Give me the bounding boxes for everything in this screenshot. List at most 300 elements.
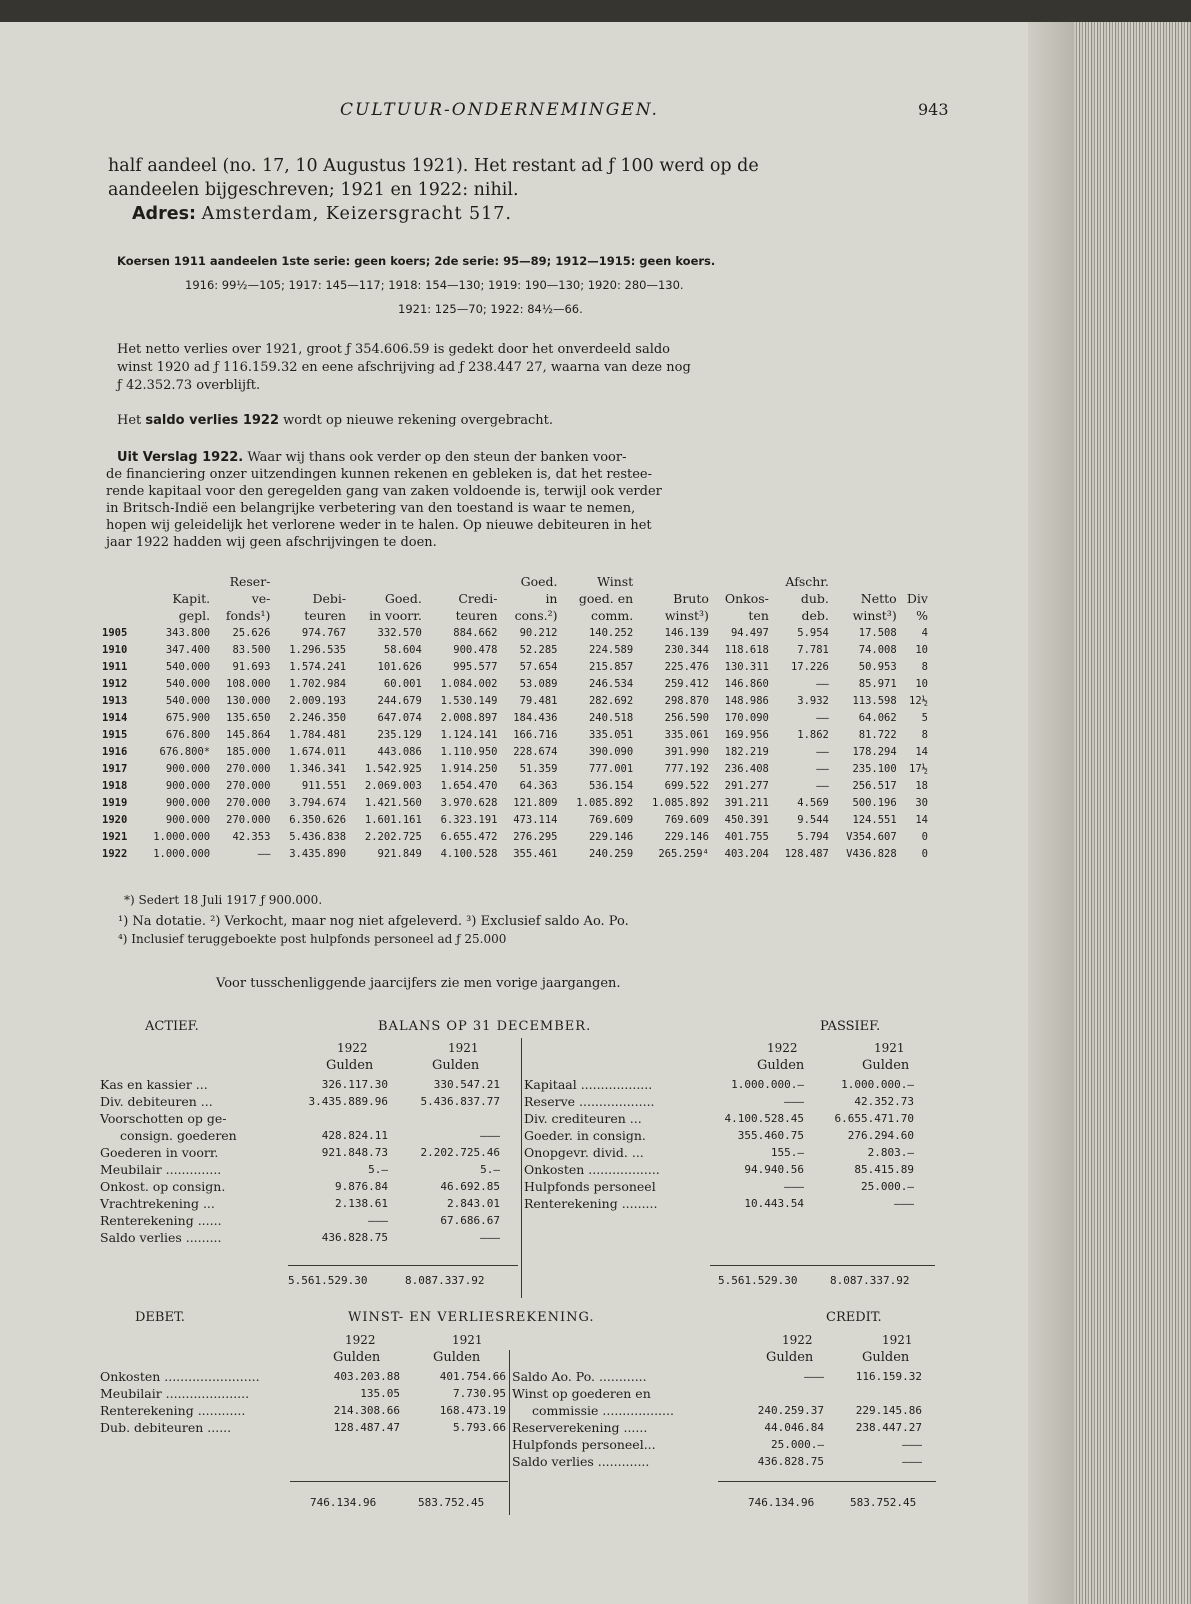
table-cell: 4 [921, 626, 928, 639]
table-cell: 343.800 [165, 626, 211, 639]
balans-currency-left-1: Gulden [326, 1058, 374, 1073]
credit-label: Saldo Ao. Po. ............ [512, 1369, 647, 1384]
table-cell: 124.551 [852, 813, 897, 826]
table-cell: 1.914.250 [440, 762, 498, 775]
passief-amount: 2.803.— [867, 1146, 914, 1159]
table-cell: 443.086 [377, 745, 422, 758]
actief-amount: 2.202.725.46 [420, 1146, 500, 1159]
table-cell: 335.061 [664, 728, 709, 741]
table-cell: 7.781 [797, 643, 829, 656]
verslag-line-5: hopen wij geleidelijk het verlorene weder in te halen. Op nieuwe debiteuren in het [106, 518, 652, 533]
page-gutter [1028, 22, 1074, 1604]
verslag-line-1 [117, 450, 626, 465]
table-cell: 2.202.725 [364, 830, 422, 843]
table-cell: 282.692 [588, 694, 634, 707]
koersen-line-1: Koersen 1911 aandeelen 1ste serie: geen koers; 2de serie: 95—89; 1912—1915: geen koers. [117, 254, 716, 268]
table-cell: 921.849 [377, 847, 422, 860]
table-row [100, 777, 930, 794]
table-row-year: 1922 [102, 847, 128, 860]
table-cell: 1.085.892 [576, 796, 634, 809]
table-header-cell: Netto [860, 591, 897, 606]
table-cell: 900.000 [165, 762, 211, 775]
passief-amount: 4.100.528.45 [724, 1112, 804, 1125]
balans-currency-right-1: Gulden [757, 1058, 805, 1073]
actief-amount: 436.828.75 [321, 1231, 388, 1244]
table-cell: 5 [921, 711, 928, 724]
table-cell: 101.626 [377, 660, 422, 673]
address-label: Adres: [132, 204, 196, 224]
table-cell: 403.204 [724, 847, 769, 860]
table-cell: 236.408 [724, 762, 769, 775]
table-cell: 178.294 [852, 745, 897, 758]
intro-line-2: aandeelen bijgeschreven; 1921 en 1922: nihil. [108, 180, 519, 200]
credit-amount: 25.000.— [771, 1438, 824, 1451]
table-cell: 130.311 [724, 660, 769, 673]
winst-credit-title: CREDIT. [826, 1310, 882, 1325]
table-header-cell: Bruto [673, 591, 709, 606]
table-cell: 2.008.897 [440, 711, 498, 724]
passief-amount: 276.294.60 [847, 1129, 914, 1142]
table-row [100, 692, 930, 709]
table-header-cell: % [916, 608, 928, 623]
table-cell: 185.000 [226, 745, 271, 758]
winst-currency-right-1: Gulden [766, 1350, 814, 1365]
winst-debet-total-1922: 746.134.96 [310, 1496, 377, 1509]
table-cell: 30 [915, 796, 928, 809]
address-line [132, 204, 512, 224]
table-header-cell: Div [906, 591, 928, 606]
actief-amount: 46.692.85 [440, 1180, 500, 1193]
table-cell: 50.953 [858, 660, 897, 673]
actief-amount: 67.686.67 [440, 1214, 500, 1227]
actief-amount: ——— [480, 1231, 500, 1244]
table-cell: 170.090 [724, 711, 769, 724]
table-row [100, 675, 930, 692]
winst-year-1921-right: 1921 [882, 1333, 913, 1347]
table-cell: 215.857 [588, 660, 634, 673]
passief-label: Div. crediteuren ... [524, 1111, 642, 1126]
saldo-post: wordt op nieuwe rekening overgebracht. [279, 413, 554, 428]
table-header-cell: goed. en [578, 591, 634, 606]
balans-year-1921-right: 1921 [874, 1041, 905, 1055]
table-cell: 298.870 [664, 694, 709, 707]
actief-amount [288, 1111, 388, 1126]
table-cell: 5.436.838 [289, 830, 347, 843]
debet-amount: 135.05 [360, 1387, 400, 1400]
table-cell: 675.900 [165, 711, 211, 724]
credit-label: commissie .................. [532, 1403, 674, 1418]
debet-amount: 7.730.95 [453, 1387, 506, 1400]
table-row [100, 726, 930, 743]
table-cell: 1.296.535 [289, 643, 347, 656]
table-cell: 270.000 [226, 813, 271, 826]
balans-title: BALANS OP 31 DECEMBER. [378, 1019, 592, 1034]
credit-amount: 229.145.86 [855, 1404, 922, 1417]
passief-amount: 85.415.89 [854, 1163, 914, 1176]
table-header-cell [100, 590, 136, 607]
passief-amount: 1.000.000.— [731, 1078, 804, 1091]
table-cell: 130.000 [226, 694, 271, 707]
winst-credit-total-1921: 583.752.45 [850, 1496, 917, 1509]
table-cell: 1.124.141 [440, 728, 498, 741]
table-cell: 240.259 [588, 847, 634, 860]
table-header-cell: fonds¹) [225, 608, 271, 623]
table-cell: 8 [921, 660, 928, 673]
table-header-cell: Winst [597, 574, 634, 589]
verslag-line-4: in Britsch-Indië een belangrijke verbetering van den toestand is waar te nemen, [106, 501, 636, 516]
table-cell: 1.000.000 [153, 830, 211, 843]
table-header-cell: Credi- [458, 591, 498, 606]
table-cell: 184.436 [513, 711, 558, 724]
table-header-cell: Debi- [312, 591, 347, 606]
actief-amount: 428.824.11 [321, 1129, 388, 1142]
passief-label: Hulpfonds personeel [524, 1179, 656, 1194]
table-cell: 1.000.000 [153, 847, 211, 860]
table-cell: 1.862 [797, 728, 829, 741]
table-cell: 90.212 [519, 626, 558, 639]
table-row-year: 1911 [102, 660, 128, 673]
balans-actief-total-1921: 8.087.337.92 [405, 1274, 485, 1287]
credit-amount: 238.447.27 [855, 1421, 922, 1434]
table-row-year: 1915 [102, 728, 128, 741]
table-header-cell [272, 573, 348, 590]
credit-amount: 44.046.84 [764, 1421, 824, 1434]
table-row [100, 709, 930, 726]
passief-label: Reserve ................... [524, 1094, 655, 1109]
table-cell: 676.800* [159, 745, 211, 758]
debet-label: Meubilair ..................... [100, 1386, 250, 1401]
credit-label: Reserverekening ...... [512, 1420, 648, 1435]
table-cell: 140.252 [588, 626, 634, 639]
table-cell: 1.654.470 [440, 779, 498, 792]
table-cell: 81.722 [858, 728, 897, 741]
table-cell: 12½ [909, 694, 928, 707]
debet-label: Onkosten ........................ [100, 1369, 260, 1384]
table-cell: 235.100 [852, 762, 897, 775]
passief-amount: ——— [894, 1197, 914, 1210]
table-cell: 995.577 [453, 660, 498, 673]
table-cell: 1.346.341 [289, 762, 347, 775]
table-row-year: 1918 [102, 779, 128, 792]
table-cell: 3.932 [797, 694, 829, 707]
table-cell: 1.542.925 [364, 762, 422, 775]
table-cell: 3.794.674 [289, 796, 347, 809]
table-header-cell: ten [748, 608, 769, 623]
table-header-cell: winst³) [852, 608, 897, 623]
debet-amount: 403.203.88 [333, 1370, 400, 1383]
winst-debet-total-rule [290, 1481, 508, 1482]
table-cell: 18 [915, 779, 928, 792]
koersen-line-3: 1921: 125—70; 1922: 84½—66. [398, 302, 583, 316]
table-header-cell [100, 607, 136, 624]
table-cell: 5.794 [797, 830, 829, 843]
koersen-line-2: 1916: 99½—105; 1917: 145—117; 1918: 154—130; 1919: 190—130; 1920: 280—130. [185, 278, 684, 292]
table-cell: 473.114 [513, 813, 558, 826]
passief-amount: ——— [784, 1095, 804, 1108]
table-cell: 259.412 [664, 677, 709, 690]
actief-label: Vrachtrekening ... [100, 1196, 215, 1211]
winst-credit-total-rule [718, 1481, 936, 1482]
table-cell: —— [257, 847, 271, 860]
table-row [100, 743, 930, 760]
table-cell: 777.001 [588, 762, 634, 775]
table-cell: 51.359 [519, 762, 558, 775]
table-cell: 229.146 [588, 830, 634, 843]
table-cell: 2.246.350 [289, 711, 347, 724]
winst-currency-left-1: Gulden [333, 1350, 381, 1365]
actief-amount: 326.117.30 [321, 1078, 388, 1091]
table-header-cell: winst³) [664, 608, 709, 623]
winst-debet [100, 1369, 508, 1439]
table-cell: 169.956 [724, 728, 769, 741]
table-header-cell: Afschr. [785, 574, 829, 589]
winst-debet-total-1921: 583.752.45 [418, 1496, 485, 1509]
table-cell: 450.391 [724, 813, 769, 826]
table-cell: 1.421.560 [364, 796, 422, 809]
table-header-row [100, 590, 930, 607]
table-cell: 390.090 [588, 745, 634, 758]
table-cell: 244.679 [377, 694, 422, 707]
table-cell: 182.219 [724, 745, 769, 758]
table-row-year: 1919 [102, 796, 128, 809]
table-cell: 0 [921, 830, 928, 843]
winst-currency-left-2: Gulden [433, 1350, 481, 1365]
balans-year-1922-right: 1922 [767, 1041, 798, 1055]
table-header-cell: Onkos- [724, 591, 769, 606]
table-cell: 2.009.193 [289, 694, 347, 707]
table-cell: 224.589 [588, 643, 634, 656]
page-edges [1074, 22, 1191, 1604]
table-cell: 270.000 [226, 779, 271, 792]
table-row-year: 1921 [102, 830, 128, 843]
table-cell: 146.860 [724, 677, 769, 690]
table-row-year: 1920 [102, 813, 128, 826]
debet-label: Dub. debiteuren ...... [100, 1420, 232, 1435]
table-cell: 64.062 [858, 711, 897, 724]
table-cell: 225.476 [664, 660, 709, 673]
table-row [100, 811, 930, 828]
table-cell: 42.353 [232, 830, 271, 843]
table-cell: —— [816, 745, 829, 758]
table-cell: 58.604 [383, 643, 422, 656]
actief-amount: 9.876.84 [335, 1180, 388, 1193]
actief-amount [400, 1111, 500, 1126]
table-row-year: 1917 [102, 762, 128, 775]
table-cell: 291.277 [724, 779, 769, 792]
debet-label: Renterekening ............ [100, 1403, 246, 1418]
actief-label: Renterekening ...... [100, 1213, 222, 1228]
credit-amount [724, 1386, 824, 1401]
table-cell: 3.970.628 [440, 796, 498, 809]
passief-label: Goeder. in consign. [524, 1128, 646, 1143]
actief-label: consign. goederen [120, 1128, 237, 1143]
verslag-label: Uit Verslag 1922. [117, 450, 244, 465]
table-cell: 335.051 [588, 728, 634, 741]
table-cell: 974.767 [301, 626, 347, 639]
table-cell: 1.601.161 [364, 813, 422, 826]
table-cell: 166.716 [513, 728, 558, 741]
table-cell: 2.069.003 [364, 779, 422, 792]
table-cell: 391.990 [664, 745, 709, 758]
table-cell: 777.192 [664, 762, 709, 775]
table-cell: 0 [921, 847, 928, 860]
table-cell: 676.800 [165, 728, 211, 741]
table-row [100, 828, 930, 845]
table-cell: 9.544 [797, 813, 829, 826]
footnote-1: ¹) Na dotatie. ²) Verkocht, maar nog niet afgeleverd. ³) Exclusief saldo Ao. Po. [118, 914, 629, 929]
table-cell: 17½ [909, 762, 928, 775]
passief-label: Renterekening ......... [524, 1196, 658, 1211]
intro-line-1: half aandeel (no. 17, 10 Augustus 1921). Het restant ad ƒ 100 werd op de [108, 156, 759, 176]
debet-amount: 401.754.66 [439, 1370, 506, 1383]
table-cell: 240.518 [588, 711, 634, 724]
credit-label: Saldo verlies ............. [512, 1454, 650, 1469]
page-number: 943 [918, 100, 949, 119]
balans-passief-total-rule [710, 1265, 935, 1266]
table-cell: 14 [915, 813, 928, 826]
table-cell: 17.508 [858, 626, 897, 639]
table-cell: 900.000 [165, 813, 211, 826]
balans-year-1922-left: 1922 [337, 1041, 368, 1055]
table-cell: 53.089 [519, 677, 558, 690]
balans-currency-left-2: Gulden [432, 1058, 480, 1073]
table-cell: 647.074 [377, 711, 422, 724]
table-cell: 52.285 [519, 643, 558, 656]
passief-amount: 94.940.56 [744, 1163, 804, 1176]
table-cell: 146.139 [664, 626, 709, 639]
table-row-year: 1913 [102, 694, 128, 707]
table-cell: 536.154 [588, 779, 634, 792]
table-header-cell: in [545, 591, 558, 606]
balans-passief [524, 1077, 944, 1247]
table-header-cell: dub. [800, 591, 829, 606]
passief-amount: 25.000.— [861, 1180, 914, 1193]
table-header-cell [635, 573, 711, 590]
table-cell: 85.971 [858, 677, 897, 690]
passief-amount: 6.655.471.70 [834, 1112, 914, 1125]
table-header-cell: cons.²) [514, 608, 558, 623]
table-header-cell: Kapit. [172, 591, 211, 606]
balans-passief-total-1922: 5.561.529.30 [718, 1274, 798, 1287]
table-header-cell: gepl. [178, 608, 211, 623]
winst-year-1921-left: 1921 [452, 1333, 483, 1347]
table-row [100, 624, 930, 641]
table-row-year: 1916 [102, 745, 128, 758]
table-row-year: 1905 [102, 626, 128, 639]
saldo-line [117, 413, 553, 428]
saldo-pre: Het [117, 413, 146, 428]
table-cell: 1.784.481 [289, 728, 347, 741]
winst-year-1922-left: 1922 [345, 1333, 376, 1347]
table-cell: 94.497 [730, 626, 769, 639]
netto-line-1: Het netto verlies over 1921, groot ƒ 354.606.59 is gedekt door het onverdeeld saldo [117, 342, 671, 357]
table-cell: 540.000 [165, 660, 211, 673]
table-cell: 900.000 [165, 779, 211, 792]
debet-amount: 5.793.66 [453, 1421, 506, 1434]
table-cell: 3.435.890 [289, 847, 347, 860]
table-body [100, 624, 930, 862]
table-cell: 500.196 [852, 796, 897, 809]
balans-passief-title: PASSIEF. [820, 1019, 881, 1034]
actief-label: Div. debiteuren ... [100, 1094, 213, 1109]
table-row-year: 1914 [102, 711, 128, 724]
actief-amount: ——— [480, 1129, 500, 1142]
table-cell: 1.110.950 [440, 745, 498, 758]
table-header-cell: in voorr. [369, 608, 422, 623]
passief-label: Onkosten .................. [524, 1162, 660, 1177]
running-title: CULTUUR-ONDERNEMINGEN. [340, 100, 659, 120]
table-cell: 270.000 [226, 796, 271, 809]
credit-amount: 240.259.37 [757, 1404, 824, 1417]
balans-actief-total-1922: 5.561.529.30 [288, 1274, 368, 1287]
table-cell: 6.323.191 [440, 813, 498, 826]
balans-actief-title: ACTIEF. [145, 1019, 199, 1034]
table-row-year: 1912 [102, 677, 128, 690]
table-cell: 64.363 [519, 779, 558, 792]
table-header-row [100, 607, 930, 624]
table-cell: 79.481 [519, 694, 558, 707]
table-cell: 145.864 [226, 728, 271, 741]
table-cell: 121.809 [513, 796, 558, 809]
table-cell: 347.400 [165, 643, 211, 656]
table-cell: 91.693 [232, 660, 271, 673]
table-cell: 228.674 [513, 745, 558, 758]
table-cell: 229.146 [664, 830, 709, 843]
balans-divider [521, 1038, 522, 1298]
table-cell: 884.662 [453, 626, 498, 639]
passief-amount: 155.— [770, 1146, 804, 1159]
debet-amount: 214.308.66 [333, 1404, 400, 1417]
table-header-row [100, 573, 930, 590]
actief-amount: 3.435.889.96 [308, 1095, 388, 1108]
balans-actief [100, 1077, 520, 1247]
table-cell: 128.487 [784, 847, 829, 860]
table-header-cell: ve- [251, 591, 271, 606]
winst-credit-total-1922: 746.134.96 [748, 1496, 815, 1509]
table-cell: 135.650 [226, 711, 271, 724]
table-cell: 14 [915, 745, 928, 758]
credit-amount: ——— [902, 1455, 922, 1468]
table-cell: 230.344 [664, 643, 709, 656]
table-header-cell: Goed. [384, 591, 422, 606]
table-cell: 8 [921, 728, 928, 741]
table-cell: 391.211 [724, 796, 769, 809]
table-cell: 276.295 [513, 830, 558, 843]
table-cell: 270.000 [226, 762, 271, 775]
table-cell: 83.500 [232, 643, 271, 656]
balans-actief-total-rule [288, 1265, 518, 1266]
verslag-line-6: jaar 1922 hadden wij geen afschrijvingen te doen. [106, 535, 437, 550]
table-cell: 332.570 [377, 626, 422, 639]
table-cell: 60.001 [383, 677, 422, 690]
credit-amount: 116.159.32 [855, 1370, 922, 1383]
table-cell: 10 [915, 677, 928, 690]
actief-amount: 2.843.01 [447, 1197, 500, 1210]
table-cell: 74.008 [858, 643, 897, 656]
table-row [100, 794, 930, 811]
table-header-cell: teuren [304, 608, 347, 623]
table-cell: 1.574.241 [289, 660, 347, 673]
saldo-bold: saldo verlies 1922 [145, 413, 279, 428]
table-row-year: 1910 [102, 643, 128, 656]
balans-year-1921-left: 1921 [448, 1041, 479, 1055]
actief-label: Kas en kassier ... [100, 1077, 208, 1092]
credit-amount: ——— [902, 1438, 922, 1451]
table-cell: 699.522 [664, 779, 709, 792]
table-cell: 769.609 [588, 813, 634, 826]
actief-label: Meubilair .............. [100, 1162, 222, 1177]
credit-amount: 436.828.75 [757, 1455, 824, 1468]
